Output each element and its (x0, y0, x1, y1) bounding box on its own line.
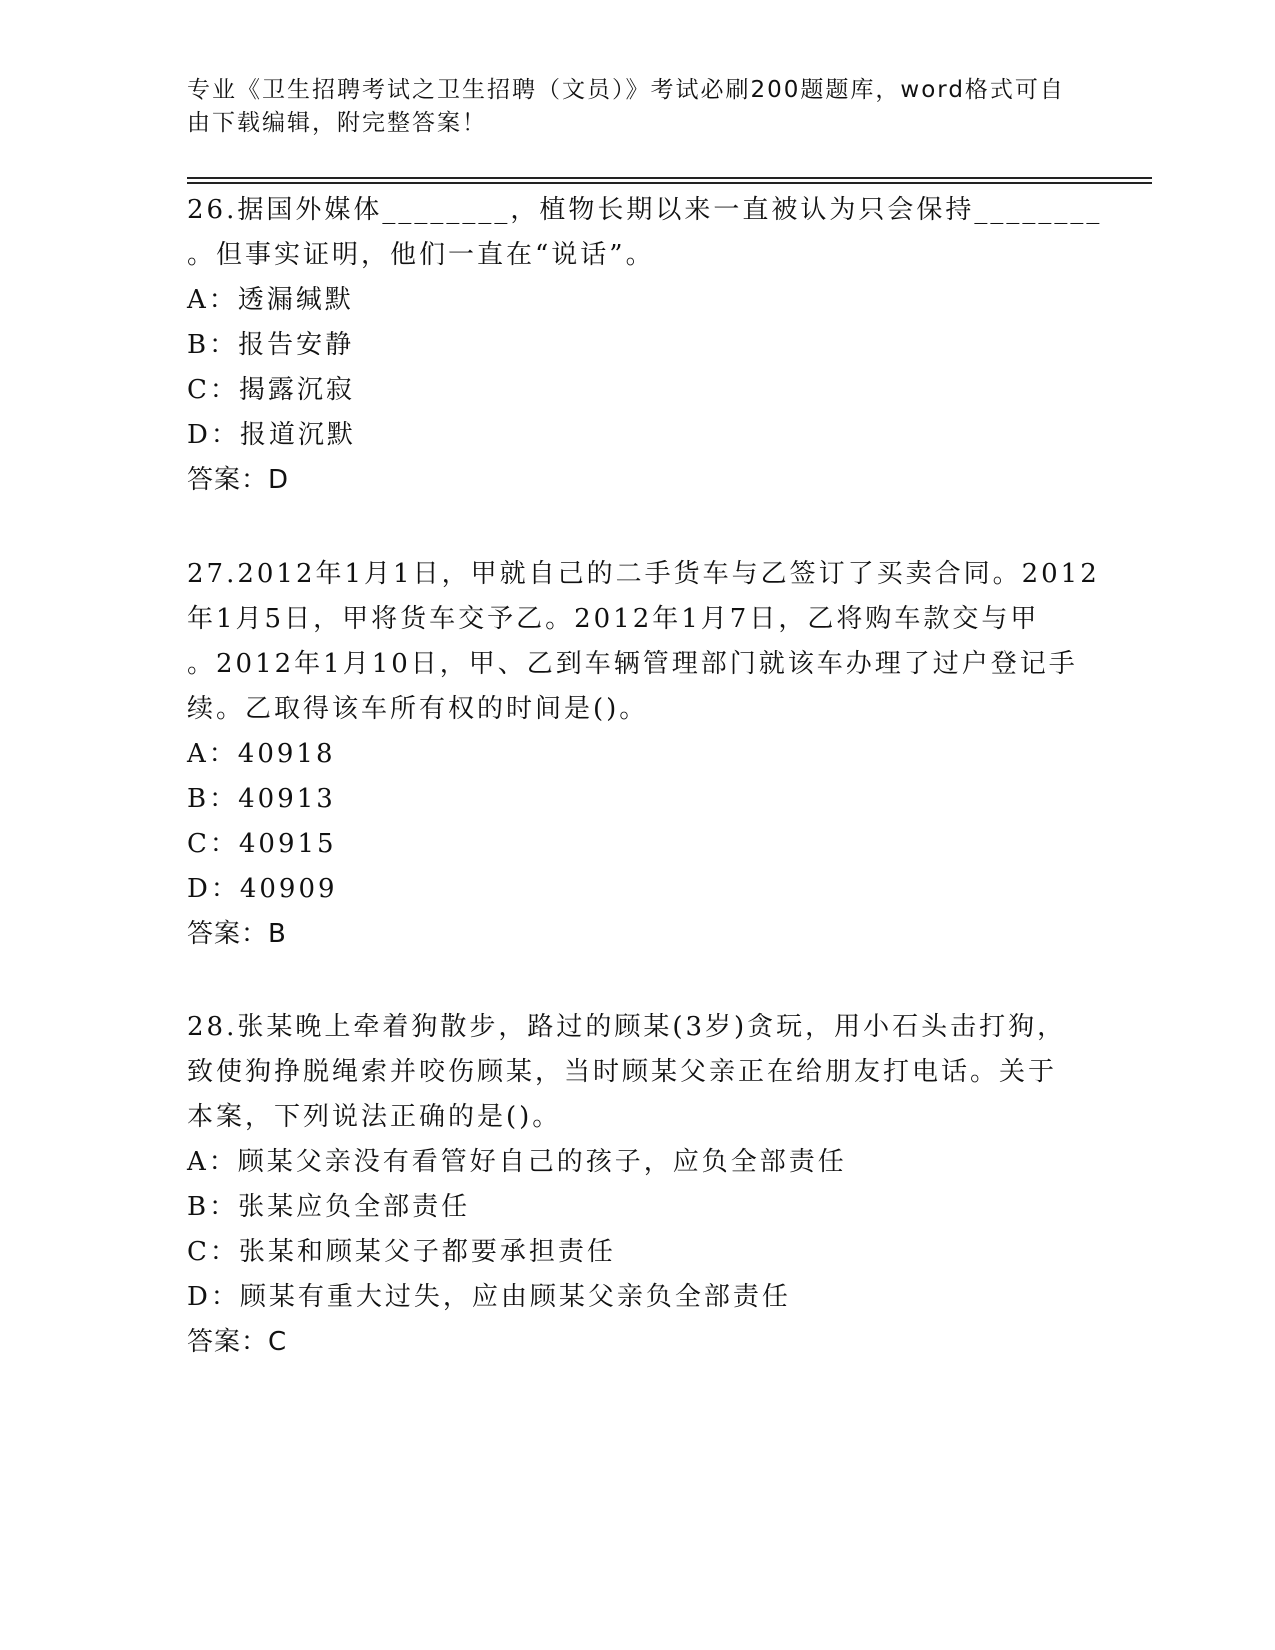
option-d: D：报道沉默 (187, 420, 356, 450)
option-c: C：40915 (187, 829, 337, 859)
question-stem-line: 年1月5日，甲将货车交予乙。2012年1月7日，乙将购车款交与甲 (187, 604, 1040, 634)
question-28 (187, 1005, 1087, 1365)
header-divider-top (187, 177, 1152, 179)
question-stem-line: 续。乙取得该车所有权的时间是()。 (187, 694, 649, 724)
question-stem-line: 28.张某晚上牵着狗散步，路过的顾某(3岁)贪玩，用小石头击打狗， (187, 1012, 1067, 1042)
question-26 (187, 188, 1103, 503)
question-stem-line: 27.2012年1月1日，甲就自己的二手货车与乙签订了买卖合同。2012 (187, 559, 1100, 589)
option-d: D：顾某有重大过失，应由顾某父亲负全部责任 (187, 1282, 791, 1312)
question-stem-line: 26.据国外媒体________，植物长期以来一直被认为只会保持________ (187, 195, 1103, 225)
question-27 (187, 552, 1100, 957)
question-stem-line: 。但事实证明，他们一直在“说话”。 (187, 240, 655, 270)
answer-line: 答案：B (187, 919, 287, 949)
question-stem-line: 。2012年1月10日，甲、乙到车辆管理部门就该车办理了过户登记手 (187, 649, 1078, 679)
answer-line: 答案：C (187, 1327, 288, 1357)
document-header (187, 74, 1087, 140)
header-line-1: 专业《卫生招聘考试之卫生招聘（文员）》考试必刷200题题库，word格式可自 (187, 77, 1065, 103)
option-b: B：张某应负全部责任 (187, 1192, 471, 1222)
option-a: A：40918 (187, 739, 336, 769)
question-stem-line: 本案，下列说法正确的是()。 (187, 1102, 562, 1132)
option-a: A：透漏缄默 (187, 285, 354, 315)
answer-line: 答案：D (187, 465, 290, 495)
option-a: A：顾某父亲没有看管好自己的孩子，应负全部责任 (187, 1147, 847, 1177)
option-c: C：揭露沉寂 (187, 375, 355, 405)
header-line-2: 由下载编辑，附完整答案！ (187, 110, 487, 136)
question-stem-line: 致使狗挣脱绳索并咬伤顾某，当时顾某父亲正在给朋友打电话。关于 (187, 1057, 1058, 1087)
option-b: B：40913 (187, 784, 336, 814)
option-c: C：张某和顾某父子都要承担责任 (187, 1237, 616, 1267)
option-d: D：40909 (187, 874, 338, 904)
option-b: B：报告安静 (187, 330, 355, 360)
header-divider-bottom (187, 182, 1152, 184)
